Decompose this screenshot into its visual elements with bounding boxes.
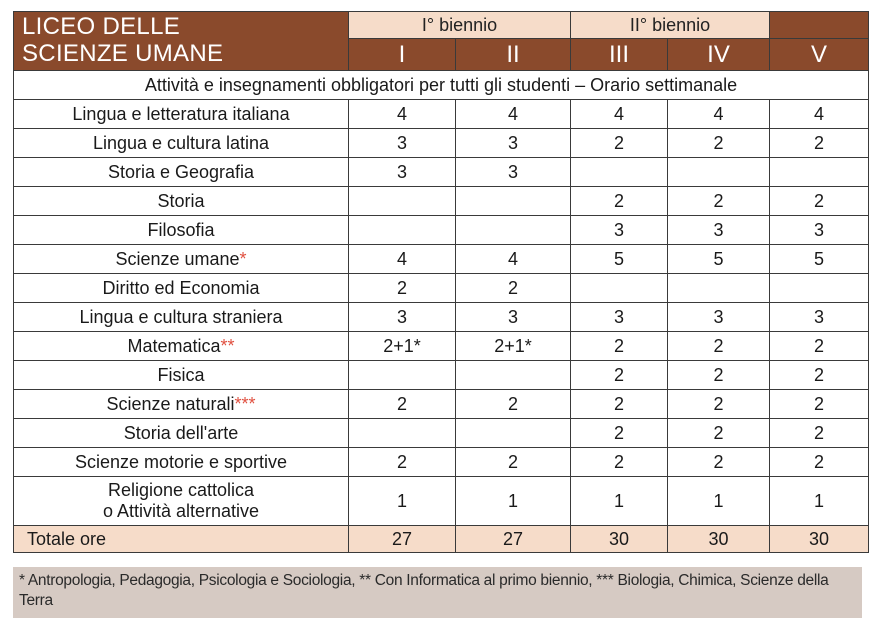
table-row <box>14 332 869 361</box>
hours-cell: 4 <box>456 245 571 274</box>
hours-cell: 3 <box>571 303 668 332</box>
hours-cell: 2 <box>349 390 456 419</box>
hours-cell: 2 <box>770 129 869 158</box>
hours-cell: 2 <box>668 390 770 419</box>
table-row <box>14 303 869 332</box>
year-header-3: III <box>571 39 668 71</box>
hours-cell: 2 <box>668 332 770 361</box>
hours-cell: 2 <box>770 361 869 390</box>
hours-cell: 2 <box>668 129 770 158</box>
table-row <box>14 158 869 187</box>
subject-name-cell <box>14 332 349 361</box>
religion-value-2: 1 <box>456 477 571 526</box>
hours-cell <box>668 274 770 303</box>
total-value-2: 27 <box>456 526 571 553</box>
subject-name: Scienze umane <box>115 248 240 269</box>
hours-cell: 5 <box>668 245 770 274</box>
title-line-2: SCIENZE UMANE <box>22 40 224 67</box>
table-row <box>14 100 869 129</box>
hours-cell: 2 <box>456 390 571 419</box>
subject-name-cell <box>14 158 349 187</box>
religion-line-1: Religione cattolica <box>107 480 255 501</box>
subject-name: Diritto ed Economia <box>102 277 260 298</box>
hours-cell: 2 <box>668 361 770 390</box>
hours-cell: 5 <box>770 245 869 274</box>
hours-cell <box>770 158 869 187</box>
hours-cell: 2 <box>770 448 869 477</box>
subject-name-cell <box>14 245 349 274</box>
hours-cell <box>571 158 668 187</box>
subject-name: Scienze naturali <box>106 393 235 414</box>
hours-cell: 4 <box>668 100 770 129</box>
hours-cell <box>668 158 770 187</box>
religion-value-1: 1 <box>349 477 456 526</box>
year-header-1: I <box>349 39 456 71</box>
subject-name: Lingua e cultura straniera <box>79 306 283 327</box>
hours-cell <box>349 216 456 245</box>
footnote-marker: ** <box>220 335 235 356</box>
subject-name: Lingua e letteratura italiana <box>72 103 290 124</box>
footnote-marker: * <box>239 248 247 269</box>
subject-name-cell <box>14 419 349 448</box>
table-row <box>14 274 869 303</box>
subject-name: Storia dell'arte <box>123 422 239 443</box>
subject-rows <box>14 100 869 477</box>
hours-cell: 2+1* <box>349 332 456 361</box>
hours-cell: 2 <box>571 448 668 477</box>
table-row <box>14 448 869 477</box>
year-header-5: V <box>770 39 869 71</box>
year-header-4: IV <box>668 39 770 71</box>
hours-cell <box>349 187 456 216</box>
subject-name-cell <box>14 361 349 390</box>
year-header-2: II <box>456 39 571 71</box>
hours-cell: 4 <box>349 100 456 129</box>
hours-cell: 3 <box>668 303 770 332</box>
subject-name: Scienze motorie e sportive <box>74 451 288 472</box>
biennio-2-header: II° biennio <box>571 12 770 39</box>
hours-cell <box>456 216 571 245</box>
hours-cell: 2 <box>770 390 869 419</box>
hours-cell: 2 <box>456 274 571 303</box>
hours-cell: 2 <box>349 448 456 477</box>
subject-name: Fisica <box>157 364 205 385</box>
religion-line-2: o Attività alternative <box>102 501 260 521</box>
hours-cell: 2 <box>668 419 770 448</box>
hours-cell: 3 <box>668 216 770 245</box>
footnote-line-2: Terra <box>19 592 53 610</box>
year-v-top-cell <box>770 12 869 39</box>
subject-name: Matematica <box>127 335 221 356</box>
hours-cell: 2 <box>770 332 869 361</box>
hours-cell: 2 <box>770 187 869 216</box>
religion-label <box>14 477 349 526</box>
title-line-1: LICEO DELLE <box>22 13 181 41</box>
subject-name-cell <box>14 216 349 245</box>
subject-name: Storia e Geografia <box>107 161 255 182</box>
total-value-4: 30 <box>668 526 770 553</box>
subject-name-cell <box>14 303 349 332</box>
subject-name: Filosofia <box>147 219 215 240</box>
hours-cell: 3 <box>456 129 571 158</box>
table-row <box>14 390 869 419</box>
hours-cell: 3 <box>456 158 571 187</box>
curriculum-table <box>13 11 869 553</box>
table-row <box>14 419 869 448</box>
table-row <box>14 245 869 274</box>
table-row <box>14 216 869 245</box>
hours-cell <box>349 361 456 390</box>
hours-cell: 3 <box>571 216 668 245</box>
subject-name-cell <box>14 274 349 303</box>
subject-name: Lingua e cultura latina <box>92 132 270 153</box>
hours-cell: 3 <box>770 303 869 332</box>
hours-cell: 4 <box>349 245 456 274</box>
biennio-1-header: I° biennio <box>349 12 571 39</box>
religion-value-5: 1 <box>770 477 869 526</box>
hours-cell: 5 <box>571 245 668 274</box>
total-value-1: 27 <box>349 526 456 553</box>
hours-cell <box>456 419 571 448</box>
table-row <box>14 361 869 390</box>
hours-cell: 2 <box>349 274 456 303</box>
hours-cell: 2 <box>571 332 668 361</box>
hours-cell: 2 <box>770 419 869 448</box>
footnote-marker: *** <box>234 393 256 414</box>
subject-name: Storia <box>157 190 205 211</box>
hours-cell: 4 <box>770 100 869 129</box>
hours-cell <box>349 419 456 448</box>
school-title <box>14 12 349 71</box>
religion-value-4: 1 <box>668 477 770 526</box>
subject-name-cell <box>14 100 349 129</box>
table-row <box>14 187 869 216</box>
hours-cell: 2 <box>668 187 770 216</box>
footnote <box>13 567 862 618</box>
hours-cell: 3 <box>456 303 571 332</box>
subject-name-cell <box>14 187 349 216</box>
hours-cell: 3 <box>770 216 869 245</box>
hours-cell: 2 <box>571 361 668 390</box>
total-value-5: 30 <box>770 526 869 553</box>
hours-cell: 2 <box>571 187 668 216</box>
section-label: Attività e insegnamenti obbligatori per tutti gli studenti – Orario settimanale <box>14 71 869 100</box>
hours-cell: 2 <box>456 448 571 477</box>
subject-name-cell <box>14 390 349 419</box>
hours-cell <box>770 274 869 303</box>
hours-cell: 3 <box>349 303 456 332</box>
total-value-3: 30 <box>571 526 668 553</box>
hours-cell <box>456 187 571 216</box>
hours-cell: 2+1* <box>456 332 571 361</box>
hours-cell: 2 <box>668 448 770 477</box>
total-label: Totale ore <box>14 526 349 553</box>
subject-name-cell <box>14 448 349 477</box>
hours-cell: 2 <box>571 129 668 158</box>
hours-cell: 4 <box>456 100 571 129</box>
hours-cell: 3 <box>349 158 456 187</box>
hours-cell: 2 <box>571 390 668 419</box>
hours-cell <box>456 361 571 390</box>
hours-cell: 3 <box>349 129 456 158</box>
religion-value-3: 1 <box>571 477 668 526</box>
table-row <box>14 129 869 158</box>
hours-cell <box>571 274 668 303</box>
hours-cell: 4 <box>571 100 668 129</box>
hours-cell: 2 <box>571 419 668 448</box>
footnote-line-1: * Antropologia, Pedagogia, Psicologia e Sociologia, ** Con Informatica al primo biennio, *** Biologia, Chimica, Scienze della <box>19 572 829 589</box>
subject-name-cell <box>14 129 349 158</box>
